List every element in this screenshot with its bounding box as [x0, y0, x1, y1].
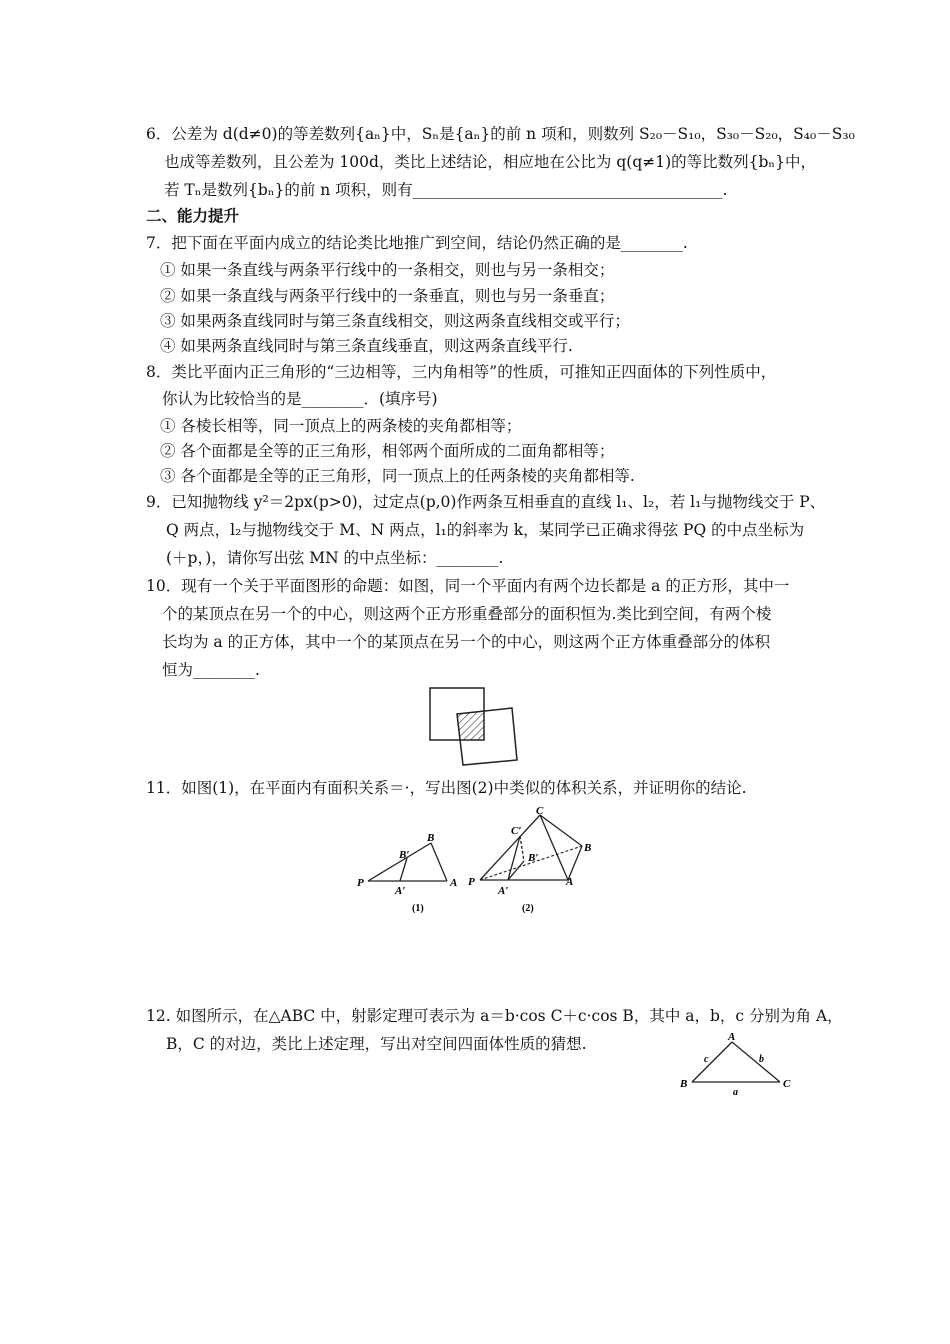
fig1-label-P: P — [357, 877, 364, 889]
q9-line1: 9．已知抛物线 y²＝2px(p>0)，过定点(p,0)作两条互相垂直的直线 l₁、l₂，若 l₁与抛物线交于 P、 — [146, 493, 826, 511]
fig2-caption: (2) — [522, 903, 534, 914]
figure-2-tetrahedron — [460, 803, 600, 918]
q8-line2: 你认为比较恰当的是________．(填序号) — [162, 390, 438, 408]
fig12-label-a: a — [733, 1087, 738, 1098]
fig12-label-b: b — [759, 1054, 764, 1065]
q12-line1: 12. 如图所示，在△ABC 中，射影定理可表示为 a＝b·cos C＋c·cos B，其中 a，b，c 分别为角 A， — [146, 1007, 843, 1025]
fig2-label-A-prime: A′ — [498, 885, 509, 897]
q6-line3: 若 Tₙ是数列{bₙ}的前 n 项积，则有________________________________________. — [164, 181, 728, 199]
q6-line1: 6．公差为 d(d≠0)的等差数列{aₙ}中，Sₙ是{aₙ}的前 n 项和，则数列 S₂₀－S₁₀，S₃₀－S₂₀，S₄₀－S₃₀ — [146, 125, 855, 143]
fig12-label-C: C — [783, 1078, 791, 1090]
q7-option-1: ① 如果一条直线与两条平行线中的一条相交，则也与另一条相交； — [160, 261, 615, 279]
fig1-caption: (1) — [412, 903, 424, 914]
fig1-label-B: B — [427, 832, 435, 844]
q8-option-3: ③ 各个面都是全等的正三角形，同一顶点上的任两条棱的夹角都相等. — [160, 467, 635, 485]
fig1-label-B-prime: B′ — [399, 849, 410, 861]
fig2-label-P: P — [468, 876, 475, 888]
fig2-label-B: B — [584, 842, 592, 854]
q9-line2: Q 两点，l₂与抛物线交于 M、N 两点，l₁的斜率为 k，某同学已正确求得弦 PQ 的中点坐标为 — [166, 521, 805, 539]
q10-line4: 恒为________. — [162, 661, 260, 679]
fig12-label-c: c — [704, 1054, 709, 1065]
q8-line1: 8．类比平面内正三角形的“三边相等，三内角相等”的性质，可推知正四面体的下列性质中， — [146, 363, 777, 381]
q8-option-1: ① 各棱长相等，同一顶点上的两条棱的夹角都相等； — [160, 417, 522, 435]
fig2-label-C: C — [536, 805, 544, 817]
triangle-abc-figure — [676, 1030, 801, 1102]
fig12-label-A: A — [728, 1031, 736, 1043]
q12-line2: B，C 的对边，类比上述定理，写出对空间四面体性质的猜想. — [166, 1035, 587, 1053]
fig2-label-B-prime: B′ — [528, 852, 539, 864]
fig12-label-B: B — [680, 1078, 688, 1090]
fig2-label-A: A — [566, 876, 574, 888]
section-heading: 二、能力提升 — [146, 207, 240, 225]
q9-line3: (＋p，)，请你写出弦 MN 的中点坐标：________. — [166, 549, 504, 567]
overlap-region — [457, 711, 484, 740]
fig2-label-C-prime: C′ — [511, 825, 522, 837]
q6-line2: 也成等差数列，且公差为 100d，类比上述结论，相应地在公比为 q(q≠1)的等比数列{bₙ}中， — [164, 153, 817, 171]
q7-option-3: ③ 如果两条直线同时与第三条直线相交，则这两条直线相交或平行； — [160, 312, 630, 330]
q7-option-2: ② 如果一条直线与两条平行线中的一条垂直，则也与另一条垂直； — [160, 287, 615, 305]
fig1-label-A: A — [450, 877, 458, 889]
q10-line1: 10．现有一个关于平面图形的命题：如图，同一个平面内有两个边长都是 a 的正方形，其中一 — [146, 577, 790, 595]
q7-stem: 7．把下面在平面内成立的结论类比地推广到空间，结论仍然正确的是________. — [146, 234, 688, 252]
q8-option-2: ② 各个面都是全等的正三角形，相邻两个面所成的二面角都相等； — [160, 442, 615, 460]
overlapping-squares-figure — [420, 684, 530, 770]
q7-option-4: ④ 如果两条直线同时与第三条直线垂直，则这两条直线平行. — [160, 337, 573, 355]
figure-1-triangle — [355, 828, 465, 918]
q10-line3: 长均为 a 的正方体，其中一个的某顶点在另一个的中心，则这两个正方体重叠部分的体积 — [162, 633, 771, 651]
fig1-label-A-prime: A′ — [395, 885, 406, 897]
q11-stem: 11．如图(1)，在平面内有面积关系＝·，写出图(2)中类似的体积关系，并证明你的结论. — [146, 779, 747, 797]
q10-line2: 个的某顶点在另一个的中心，则这两个正方形重叠部分的面积恒为.类比到空间，有两个棱 — [162, 605, 772, 623]
